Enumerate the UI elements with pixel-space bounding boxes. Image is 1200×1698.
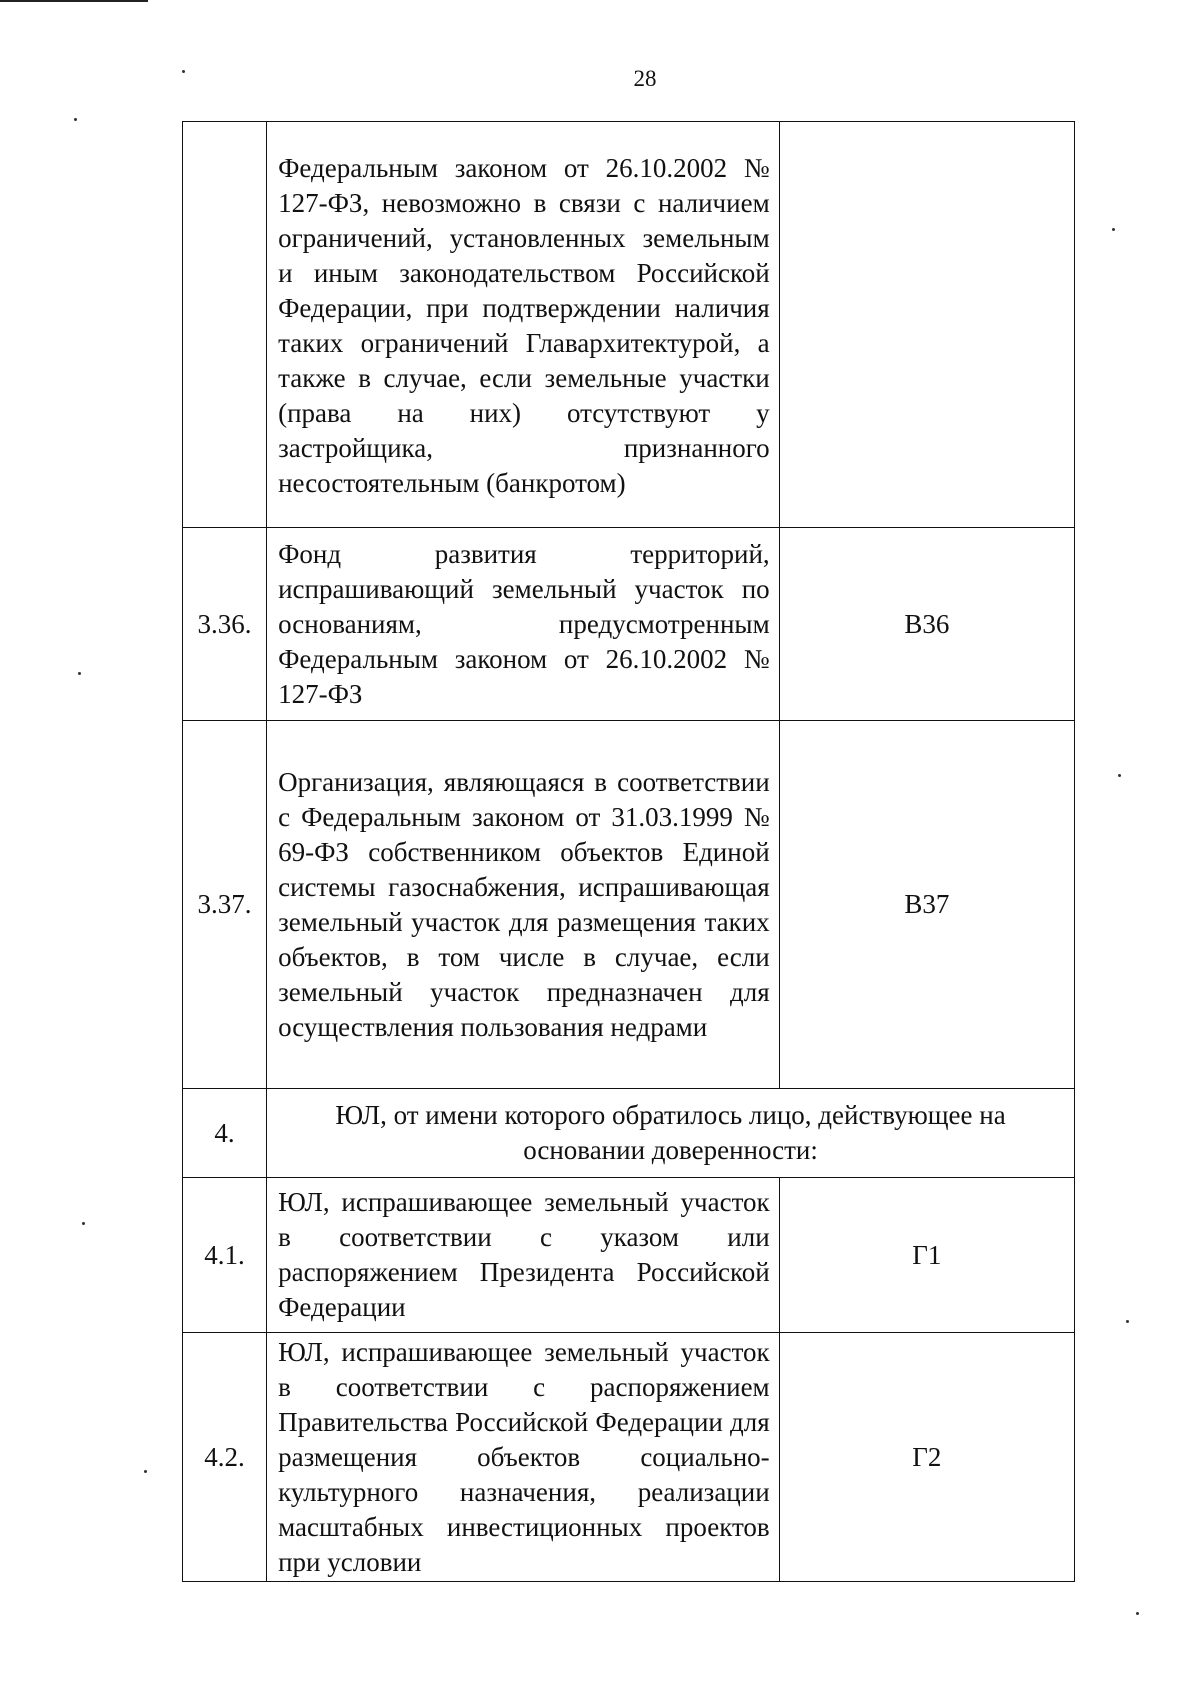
- scan-speck: [1118, 774, 1121, 777]
- row-description: [267, 1178, 780, 1333]
- section-heading: ЮЛ, от имени которого обратилось лицо, действующее на основании доверенности:: [267, 1089, 1075, 1178]
- row-number: [183, 122, 267, 528]
- row-code: Г1: [779, 1178, 1074, 1333]
- table-row: [183, 1333, 1075, 1582]
- scan-speck: [74, 118, 77, 121]
- row-description: [267, 1333, 780, 1582]
- section-row: [183, 1089, 1075, 1178]
- table-row: [183, 1178, 1075, 1333]
- row-code: Г2: [779, 1333, 1074, 1582]
- scan-edge-mark: [0, 0, 148, 2]
- row-code: [779, 122, 1074, 528]
- row-description-text: Организация, являющаяся в соответствии с Федеральным законом от 31.03.1999 № 69-ФЗ собственником объектов Единой системы газоснабжения, испрашивающая земельный участок для размещения таких объектов, в том числе в случае, если земельный участок предназначен для осуществления пользования недрами: [278, 766, 770, 1042]
- row-number: 3.37.: [183, 721, 267, 1089]
- row-description-text: Фонд развития территорий, испрашивающий земельный участок по основаниям, предусмотренным Федеральным законом от 26.10.2002 № 127-ФЗ: [278, 538, 770, 709]
- section-number: 4.: [183, 1089, 267, 1178]
- scan-speck: [82, 1222, 85, 1225]
- applicant-category-table: [182, 121, 1075, 1582]
- row-description: [267, 721, 780, 1089]
- scan-speck: [144, 1470, 147, 1473]
- row-description-text: ЮЛ, испрашивающее земельный участок в соответствии с распоряжением Правительства Российской Федерации для размещения объектов социально-культурного назначения, реализации масштабных инвестиционных проектов при условии: [278, 1336, 770, 1577]
- table-row: [183, 122, 1075, 528]
- row-description-text: Федеральным законом от 26.10.2002 № 127-ФЗ, невозможно в связи с наличием ограничений, установленных земельным и иным законодательством Российской Федерации, при подтверждении наличия таких ограничений Главархитектурой, а также в случае, если земельные участки (права на них) отсутствуют у застройщика, признанного несостоятельным (банкротом): [278, 152, 770, 498]
- row-number: 4.1.: [183, 1178, 267, 1333]
- row-code: В36: [779, 528, 1074, 721]
- scan-speck: [1126, 1320, 1129, 1323]
- row-description: [267, 528, 780, 721]
- table-row: [183, 721, 1075, 1089]
- scan-speck: [1136, 1612, 1139, 1615]
- row-number: 4.2.: [183, 1333, 267, 1582]
- row-number: 3.36.: [183, 528, 267, 721]
- row-description-text: ЮЛ, испрашивающее земельный участок в соответствии с указом или распоряжением Президента Российской Федерации: [278, 1187, 770, 1322]
- page-number: 28: [633, 66, 657, 91]
- table-row: [183, 528, 1075, 721]
- row-description: [267, 122, 780, 528]
- scan-speck: [1112, 228, 1115, 231]
- row-code: В37: [779, 721, 1074, 1089]
- scan-speck: [78, 672, 81, 675]
